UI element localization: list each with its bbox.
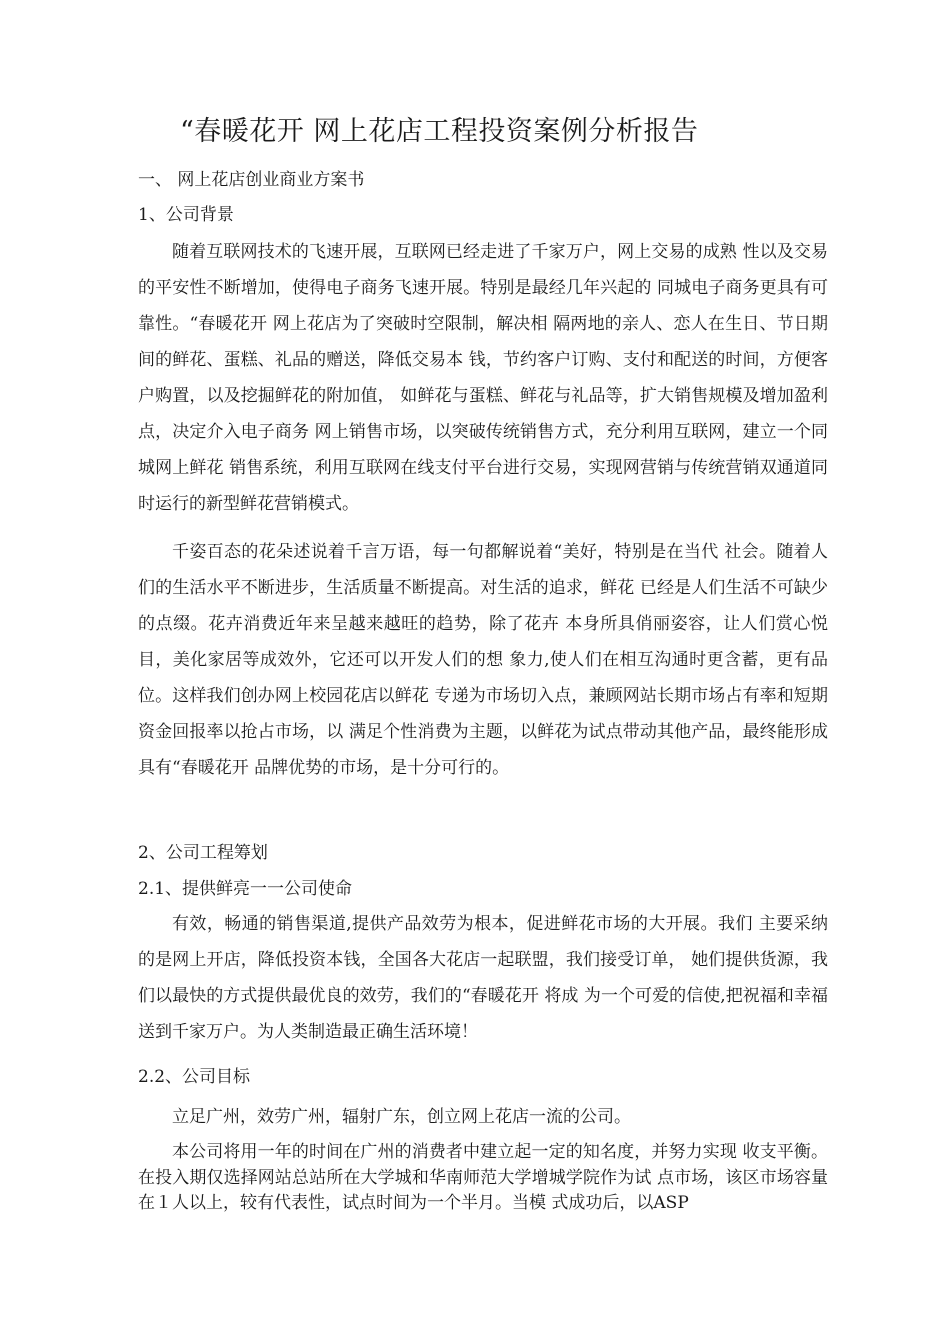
document-title: “春暖花开 网上花店工程投资案例分析报告	[180, 116, 699, 147]
subsection-heading-company-background: 1、公司背景	[138, 205, 234, 225]
paragraph-company-plan-detail: 本公司将用一年的时间在广州的消费者中建立起一定的知名度，并努力实现 收支平衡。在投入期仅选择网站总站所在大学城和华南师范大学增城学院作为试 点市场，该区市场容量在１人以上，较有代表性，试点时间为一个半月。当模 式成功后，以ASP	[138, 1142, 828, 1213]
subsection-heading-company-goals: 2.2、公司目标	[138, 1067, 251, 1087]
subsection-heading-company-planning: 2、公司工程筹划	[138, 843, 268, 863]
paragraph-company-mission: 有效，畅通的销售渠道,提供产品效劳为根本，促进鲜花市场的大开展。我们 主要采纳的是网上开店，降低投资本钱，全国各大花店一起联盟，我们接受订单， 她们提供货源，我们以最快的方式提供最优良的效劳，我们的“春暖花开 将成 为一个可爱的信使,把祝福和幸福送到千家万户。为人类制造最正确生活环境！	[138, 914, 828, 1042]
paragraph-company-background-2: 千姿百态的花朵述说着千言万语，每一句都解说着“美好，特别是在当代 社会。随着人们的生活水平不断进步，生活质量不断提高。对生活的追求，鲜花 已经是人们生活不可缺少的点缀。花卉消费近年来呈越来越旺的趋势，除了花卉 本身所具俏丽姿容，让人们赏心悦目，美化家居等成效外，它还可以开发人们的想 象力,使人们在相互沟通时更含蓄，更有品位。这样我们创办网上校园花店以鲜花 专递为市场切入点，兼顾网站长期市场占有率和短期资金回报率以抢占市场，以 满足个性消费为主题，以鲜花为试点带动其他产品，最终能形成具有“春暖花开 品牌优势的市场，是十分可行的。	[138, 542, 828, 778]
subsection-heading-company-mission: 2.1、提供鲜亮一一公司使命	[138, 879, 353, 899]
paragraph-company-background-1: 随着互联网技术的飞速开展，互联网已经走进了千家万户，网上交易的成熟 性以及交易的平安性不断增加，使得电子商务飞速开展。特别是最经几年兴起的 同城电子商务更具有可靠性。“春暖花开 网上花店为了突破时空限制，解决相 隔两地的亲人、恋人在生日、节日期间的鲜花、蛋糕、礼品的赠送，降低交易本 钱，节约客户订购、支付和配送的时间，方便客户购置，以及挖掘鲜花的附加值， 如鲜花与蛋糕、鲜花与礼品等，扩大销售规模及增加盈利点，决定介入电子商务 网上销售市场，以突破传统销售方式，充分利用互联网，建立一个同城网上鲜花 销售系统，利用互联网在线支付平台进行交易，实现网营销与传统营销双通道同 时运行的新型鲜花营销模式。	[138, 242, 828, 514]
section-heading-1: 一、 网上花店创业商业方案书	[138, 170, 365, 190]
paragraph-company-goals: 立足广州，效劳广州，辐射广东，创立网上花店一流的公司。	[172, 1107, 631, 1127]
